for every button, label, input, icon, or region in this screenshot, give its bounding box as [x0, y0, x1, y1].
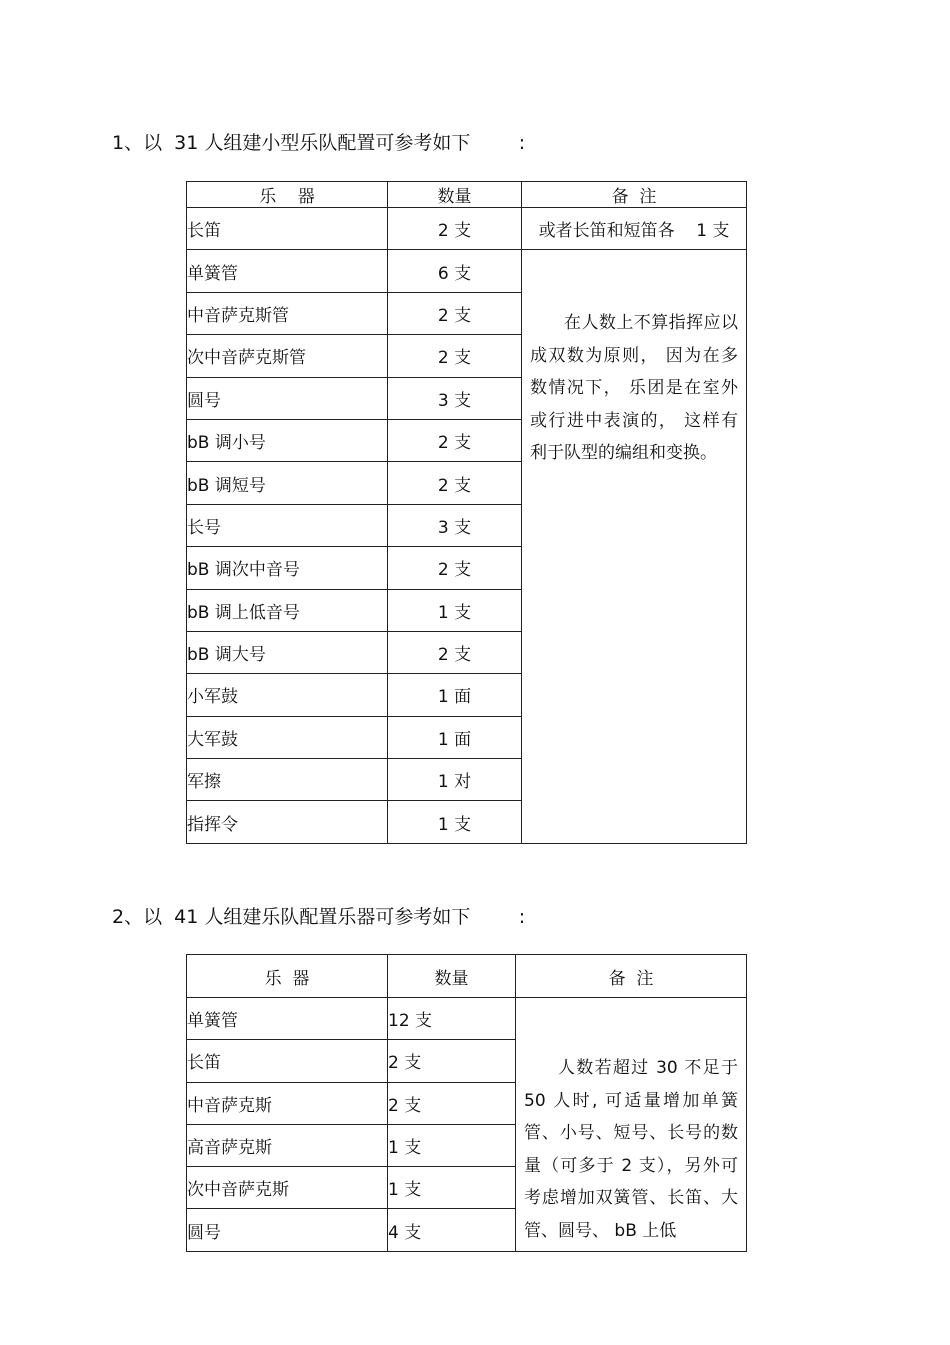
instrument-quantity: 1 支: [388, 1124, 516, 1166]
instrument-quantity: 1 面: [388, 674, 522, 716]
instrument-quantity: 1 面: [388, 716, 522, 758]
instrument-quantity: 3 支: [388, 377, 522, 419]
section-2-instrument-table: [186, 954, 747, 1252]
instrument-quantity: 1 支: [388, 589, 522, 631]
instrument-quantity: 2 支: [388, 419, 522, 461]
instrument-name: 次中音萨克斯: [187, 1167, 388, 1209]
table-header-row: [187, 182, 747, 208]
instrument-name: 圆号: [187, 377, 388, 419]
instrument-name: 中音萨克斯管: [187, 292, 388, 334]
instrument-name: 长笛: [187, 1040, 388, 1082]
header-instrument: 乐 器: [187, 955, 388, 998]
instrument-name: bB 调小号: [187, 419, 388, 461]
instrument-name: 单簧管: [187, 250, 388, 292]
instrument-name: bB 调大号: [187, 631, 388, 673]
instrument-quantity: 6 支: [388, 250, 522, 292]
instrument-quantity: 4 支: [388, 1209, 516, 1251]
instrument-name: 次中音萨克斯管: [187, 335, 388, 377]
section-1-heading: 1、以 31 人组建小型乐队配置可参考如下 :: [112, 132, 526, 154]
instrument-quantity: 2 支: [388, 462, 522, 504]
instrument-quantity: 3 支: [388, 504, 522, 546]
section-2-heading: 2、以 41 人组建乐队配置乐器可参考如下 :: [112, 906, 526, 928]
instrument-quantity: 2 支: [388, 292, 522, 334]
section-1-instrument-table: [186, 181, 747, 844]
instrument-quantity: 2 支: [388, 631, 522, 673]
instrument-quantity: 2 支: [388, 1082, 516, 1124]
instrument-name: 中音萨克斯: [187, 1082, 388, 1124]
instrument-quantity: 2 支: [388, 208, 522, 250]
instrument-name: bB 调短号: [187, 462, 388, 504]
instrument-name: 圆号: [187, 1209, 388, 1251]
instrument-name: 长笛: [187, 208, 388, 250]
header-remarks: 备 注: [516, 955, 747, 998]
header-quantity: 数量: [388, 182, 522, 208]
instrument-quantity: 12 支: [388, 998, 516, 1040]
instrument-name: 大军鼓: [187, 716, 388, 758]
section-1-remark-note: 在人数上不算指挥应以成双数为原则， 因为在多数情况下， 乐团是在室外或行进中表演的， 这样有利于队型的编组和变换。: [522, 250, 747, 843]
instrument-quantity: 2 支: [388, 547, 522, 589]
instrument-quantity: 1 对: [388, 759, 522, 801]
instrument-name: bB 调次中音号: [187, 547, 388, 589]
table-row: [187, 998, 747, 1040]
section-2-remark-note: 人数若超过 30 不足于 50 人时, 可适量增加单簧管、小号、短号、长号的数量（可多于 2 支），另外可考虑增加双簧管、长笛、大管、圆号、 bB 上低: [516, 998, 747, 1252]
instrument-name: 单簧管: [187, 998, 388, 1040]
table-row: [187, 208, 747, 250]
instrument-quantity: 1 支: [388, 801, 522, 843]
table-header-row: [187, 955, 747, 998]
instrument-name: 小军鼓: [187, 674, 388, 716]
header-instrument: 乐 器: [187, 182, 388, 208]
instrument-quantity: 2 支: [388, 335, 522, 377]
row-remark: 或者长笛和短笛各 1 支: [522, 208, 747, 250]
instrument-name: 军擦: [187, 759, 388, 801]
header-remarks: 备 注: [522, 182, 747, 208]
header-quantity: 数量: [388, 955, 516, 998]
instrument-name: bB 调上低音号: [187, 589, 388, 631]
instrument-name: 高音萨克斯: [187, 1124, 388, 1166]
instrument-quantity: 1 支: [388, 1167, 516, 1209]
table-row: [187, 250, 747, 292]
instrument-quantity: 2 支: [388, 1040, 516, 1082]
instrument-name: 指挥令: [187, 801, 388, 843]
instrument-name: 长号: [187, 504, 388, 546]
